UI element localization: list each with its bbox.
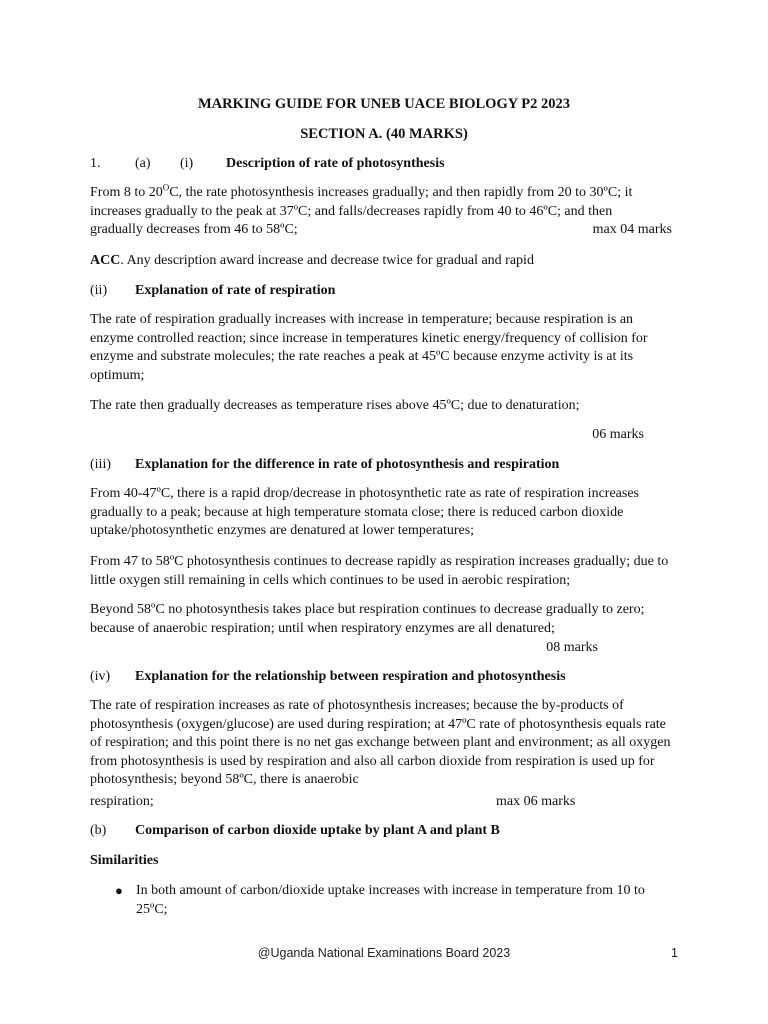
bullet-item: In both amount of carbon/dioxide uptake increases with increase in temperature from 10 to 25ºC; (136, 883, 645, 917)
answer-paragraph: The rate of respiration gradually increases with increase in temperature; because respiration is an enzyme controlled reaction; since increase in temperatures kinetic energy/frequency of collision for enzyme and substrate molecules; the rate reaches a peak at 45ºC because enzyme activity is at its optimum; (90, 312, 648, 383)
document-title: MARKING GUIDE FOR UNEB UACE BIOLOGY P2 2023 (197, 96, 571, 112)
subpart-label: (i) (180, 156, 194, 171)
part-b-heading: (b) Comparison of carbon dioxide uptake by plant A and plant B (90, 823, 500, 838)
answer-paragraph: The rate then gradually decreases as temperature rises above 45ºC; due to denaturation; (90, 398, 580, 413)
section-heading: SECTION A. (40 MARKS) (300, 126, 468, 142)
question-number: 1. (90, 156, 101, 171)
subpart-ii-heading: (ii) Explanation of rate of respiration (90, 283, 336, 298)
similarities-heading: Similarities (90, 853, 159, 868)
subpart-heading: Description of rate of photosynthesis (226, 156, 445, 171)
marks-label: max 06 marks (496, 794, 576, 809)
answer-paragraph: From 8 to $20^OC$, the rate photosynthesis increases gradually; and then rapidly from 20 to 30ºC; it increases gradually to the peak at 37ºC; and falls/decreases rapidly from 40 to 46ºC; and then gradually decreases from 46 to 58ºC; max 04 marks (90, 184, 676, 240)
footer-copyright: @Uganda National Examinations Board 2023 (257, 946, 511, 960)
answer-paragraph: The rate of respiration increases as rate of photosynthesis increases; because the by-products of photosynthesis (oxygen/glucose) are used during respiration; at 47ºC rate of photosynthesis equals rate of respiration; and this point there is no net gas exchange between plant and environment; as all oxygen from photosynthesis is used by respiration and also all carbon dioxide from respiration is used up for photosynthesis; beyond 58ºC, there is anaerobic (90, 698, 671, 787)
part-label: (a) (135, 156, 151, 171)
answer-paragraph: Beyond 58ºC no photosynthesis takes place but respiration continues to decrease gradually to zero; because of anaerobic respiration; until when respiratory enzymes are all denatured; (90, 602, 645, 636)
marks-label: max 04 marks (592, 222, 672, 237)
answer-paragraph: From 47 to 58ºC photosynthesis continues to decrease rapidly as respiration increases gradually; due to little oxygen still remaining in cells which continues to be used in aerobic respiration; (90, 554, 669, 588)
subpart-iv-heading: (iv) Explanation for the relationship between respiration and photosynthesis (90, 669, 566, 684)
subpart-iii-heading: (iii) Explanation for the difference in rate of photosynthesis and respiration (90, 457, 560, 472)
question-1a-i-heading (90, 155, 690, 174)
acc-note: ACC. Any description award increase and decrease twice for gradual and rapid (90, 253, 534, 268)
answer-paragraph-last-line: respiration; max 06 marks (90, 793, 676, 812)
marks-label: 06 marks (592, 427, 644, 442)
bullet-icon: ● (115, 883, 123, 898)
page-number: 1 (671, 946, 678, 960)
answer-paragraph: From 40-47ºC, there is a rapid drop/decrease in photosynthetic rate as rate of respiration increases gradually to a peak; because at high temperature stomata close; there is reduced carbon dioxide uptake/photosynthetic enzymes are denatured at lower temperatures; (90, 486, 639, 538)
marks-label: 08 marks (546, 640, 598, 655)
